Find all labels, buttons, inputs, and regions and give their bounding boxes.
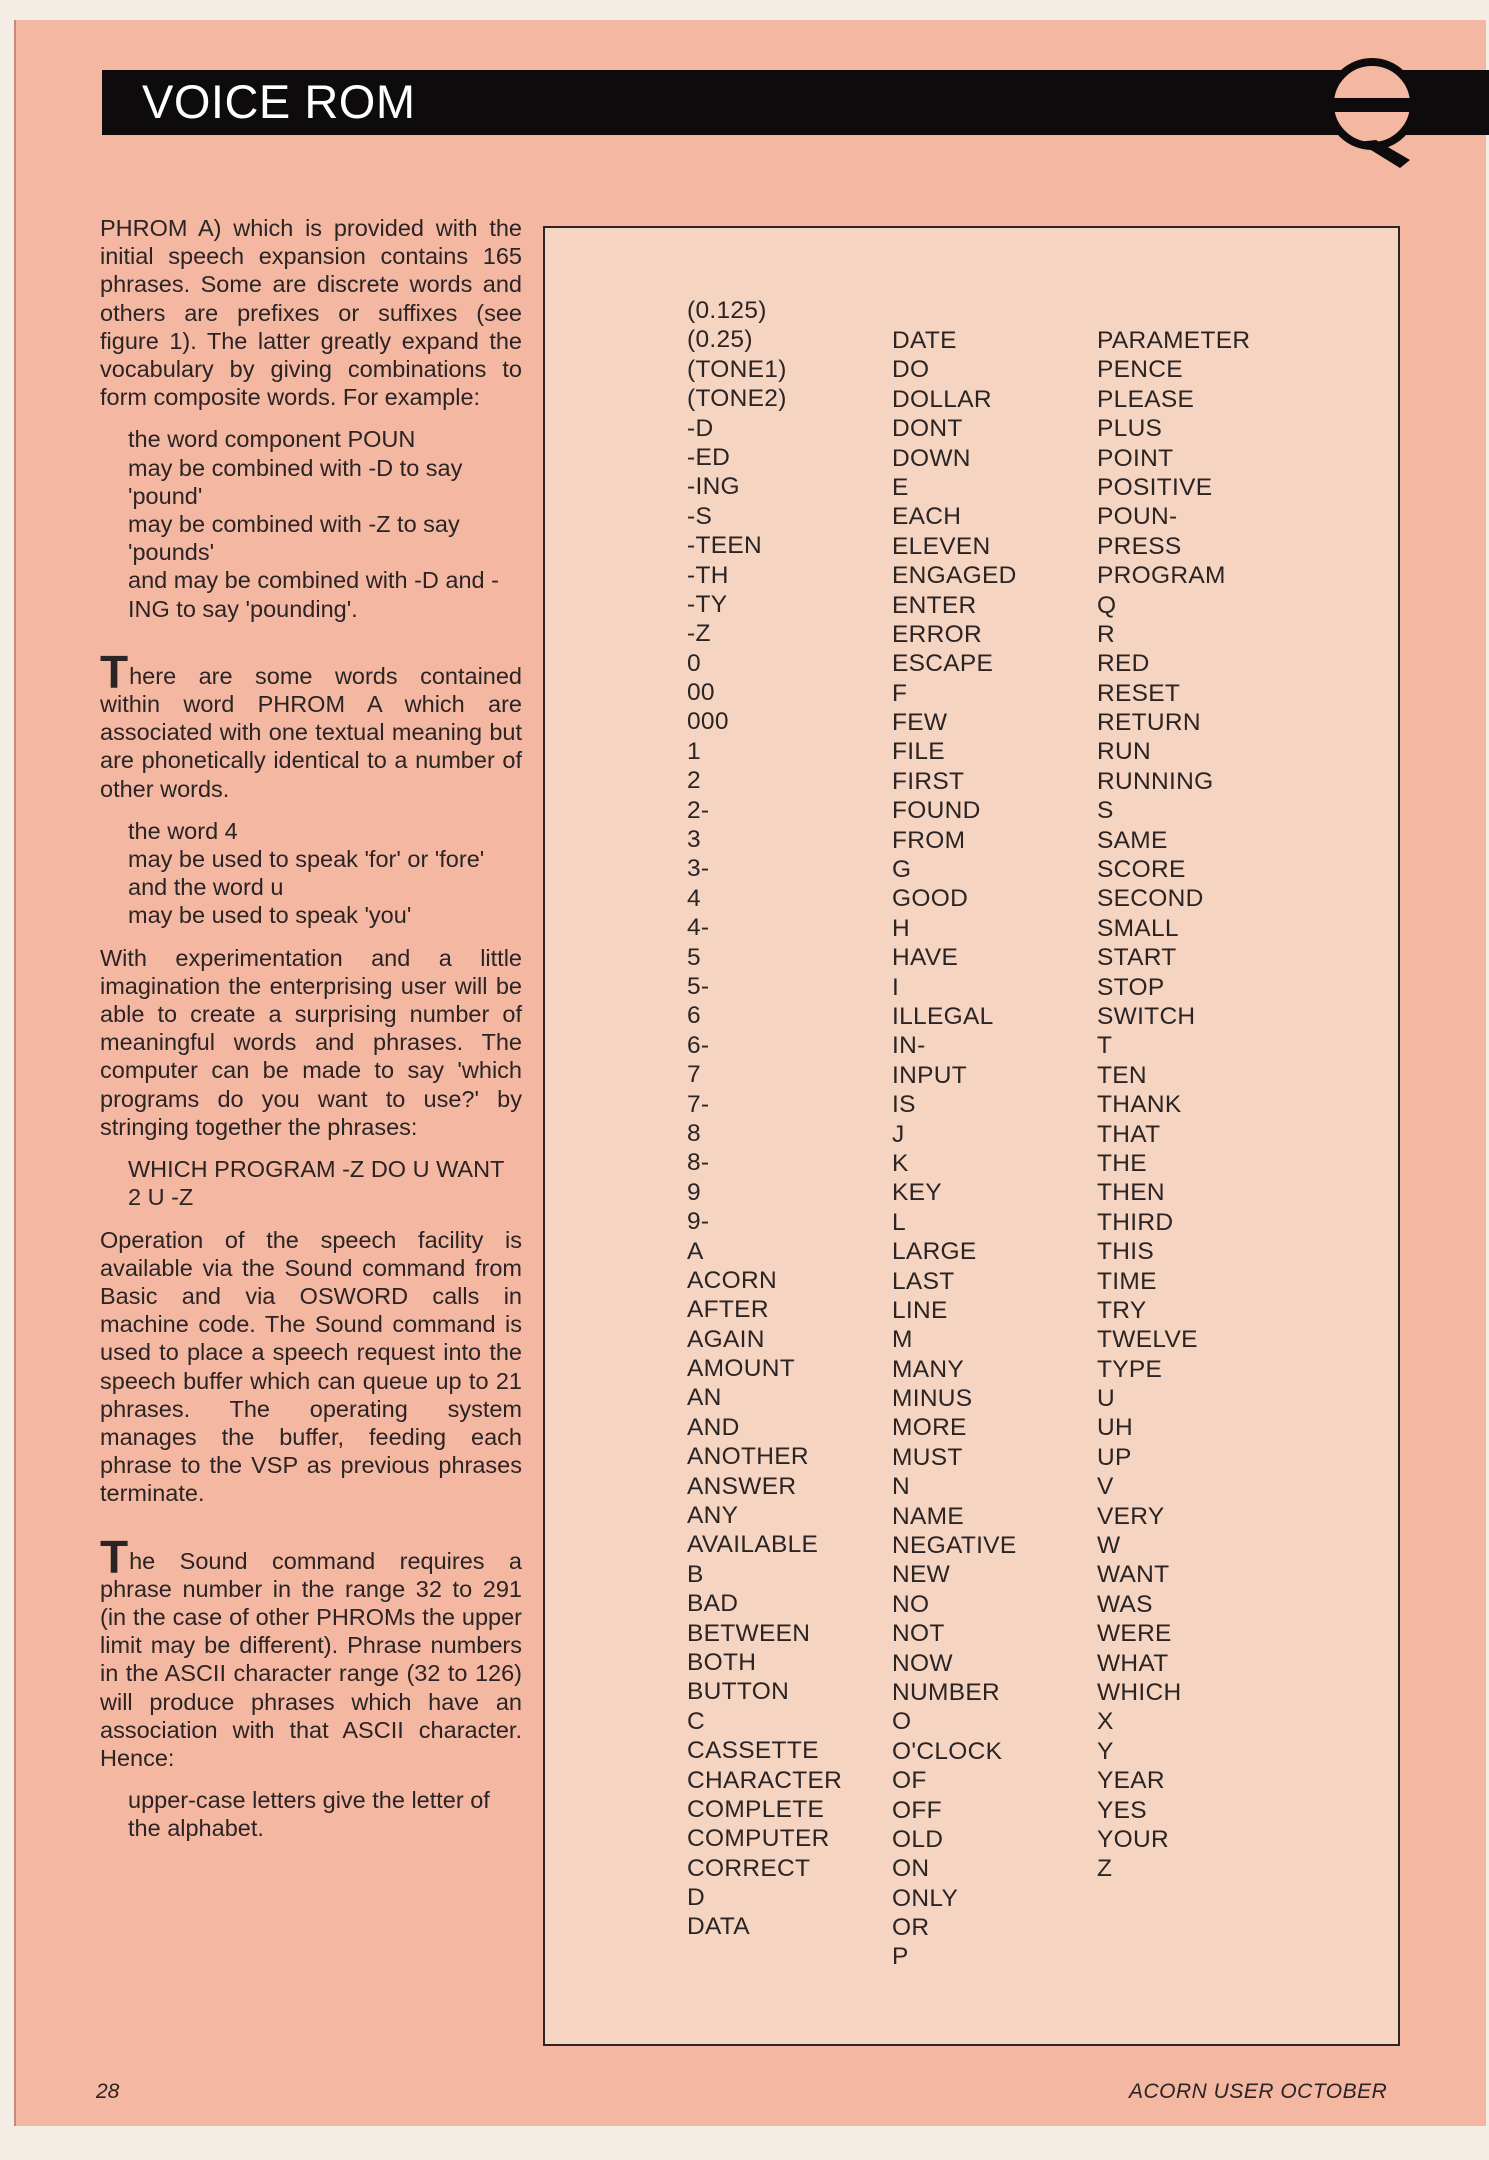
phrase-item: (0.25) (687, 326, 753, 354)
drop-cap: T (100, 1530, 129, 1583)
phrase-item: MINUS (892, 1385, 973, 1413)
phrase-item: 0 (687, 649, 701, 677)
phrase-item: YES (1097, 1796, 1147, 1824)
phrase-item: -D (687, 414, 714, 442)
phrase-item: TYPE (1097, 1355, 1163, 1383)
phrase-item: COMPUTER (687, 1825, 830, 1853)
phrase-column-2 (892, 326, 1017, 1972)
phrase-item: OLD (892, 1825, 944, 1853)
phrase-item: START (1097, 944, 1177, 972)
phrase-item: GOOD (892, 885, 969, 913)
phrase-item: FILE (892, 738, 945, 766)
example-line: and may be combined with -D and -ING to say 'pounding'. (128, 567, 499, 622)
phrase-item: THE (1097, 1149, 1147, 1177)
phrase-item: RUN (1097, 738, 1151, 766)
phrase-item: THIS (1097, 1238, 1155, 1266)
phrase-item: THIRD (1097, 1208, 1174, 1236)
phrase-item: AFTER (687, 1296, 769, 1324)
phrase-item: G (892, 856, 912, 884)
phrase-item: KEY (892, 1179, 942, 1207)
phrase-item: SECOND (1097, 885, 1204, 913)
example-line: WHICH PROGRAM -Z DO U WANT 2 U -Z (128, 1156, 504, 1211)
phrase-item: N (892, 1473, 910, 1501)
phrase-item: FIRST (892, 767, 965, 795)
phrase-item: S (1097, 797, 1114, 825)
page-title: VOICE ROM (142, 75, 416, 128)
phrase-item: 5- (687, 972, 710, 1000)
phrase-item: WHAT (1097, 1649, 1169, 1677)
phrase-item: 5 (687, 943, 701, 971)
phrase-item: NAME (892, 1502, 964, 1530)
phrase-item: W (1097, 1532, 1121, 1560)
phrase-item: PARAMETER (1097, 327, 1251, 354)
paragraph: There are some words contained within word PHROM A which are associated with one textual meaning but are phonetically identical to a number of other words. (100, 645, 522, 802)
phrase-item: NOT (892, 1620, 945, 1648)
paragraph: With experimentation and a little imagination the enterprising user will be able to create a surprising number of meaningful words and phrases. The computer can be made to say 'which programs do you want to use?' by stringing together the phrases: (100, 944, 522, 1140)
phrase-item: -Z (687, 620, 711, 648)
phrase-item: RETURN (1097, 709, 1201, 737)
article-body (100, 214, 522, 1843)
phrase-item: 8 (687, 1119, 701, 1147)
phrase-item: M (892, 1326, 913, 1354)
phrase-item: ENTER (892, 591, 977, 619)
phrase-item: 3- (687, 855, 710, 883)
paragraph: The Sound command requires a phrase number in the range 32 to 291 (in the case of other PHROMs the upper limit may be different). Phrase numbers in the ASCII character range (32 to 126) will produce phrases which have an association with that ASCII character. Hence: (100, 1530, 522, 1771)
phrase-item: -S (687, 502, 713, 530)
example-line: the word component POUN (128, 426, 416, 453)
phrase-item: V (1097, 1473, 1114, 1501)
example-line: may be used to speak 'you' (128, 902, 412, 929)
phrase-item: K (892, 1149, 909, 1177)
phrase-item: -ED (687, 443, 731, 471)
phrase-item: POSITIVE (1097, 473, 1213, 501)
phrase-item: NEGATIVE (892, 1532, 1017, 1560)
phrase-item: UH (1097, 1414, 1133, 1442)
phrase-item: FEW (892, 709, 948, 737)
phrase-item: -ING (687, 473, 740, 501)
phrase-item: J (892, 1120, 905, 1148)
example-line: may be combined with -Z to say 'pounds' (128, 511, 460, 566)
phrase-item: X (1097, 1708, 1114, 1736)
phrase-item: P (892, 1943, 909, 1971)
phrase-item: 2- (687, 796, 710, 824)
example-line: may be used to speak 'for' or 'fore' (128, 846, 485, 873)
phrase-item: OFF (892, 1796, 942, 1824)
phrase-item: PRESS (1097, 532, 1182, 560)
phrase-item: ONLY (892, 1884, 959, 1912)
phrase-item: ENGAGED (892, 562, 1017, 590)
phrase-item: E (892, 473, 909, 501)
phrase-item: Q (1097, 591, 1117, 619)
phrase-item: ANSWER (687, 1472, 797, 1500)
phrase-item: 3 (687, 826, 701, 854)
phrase-item: (TONE1) (687, 355, 787, 383)
example-line: may be combined with -D to say 'pound' (128, 454, 463, 509)
phrase-item: WERE (1097, 1620, 1172, 1648)
phrase-item: INPUT (892, 1061, 967, 1089)
phrase-item: COMPLETE (687, 1795, 825, 1823)
phrase-item: U (1097, 1385, 1115, 1413)
phrase-item: EACH (892, 503, 962, 531)
phrase-item: 9 (687, 1178, 701, 1206)
phrase-item: ANY (687, 1502, 739, 1530)
phrase-item: THANK (1097, 1091, 1182, 1119)
phrase-item: AGAIN (687, 1325, 765, 1353)
phrase-item: 7- (687, 1090, 710, 1118)
paragraph: Operation of the speech facility is available via the Sound command from Basic and via OSWORD calls in machine code. The Sound command is used to place a speech request into the speech buffer which can queue up to 21 phrases. The operating system manages the buffer, feeding each phrase to the VSP as previous phrases terminate. (100, 1226, 522, 1507)
phrase-item: 4- (687, 914, 710, 942)
phrase-item: DO (892, 356, 930, 384)
phrase-item: BUTTON (687, 1678, 790, 1706)
drop-cap: T (100, 645, 129, 698)
phrase-item: CORRECT (687, 1854, 811, 1882)
phrase-item: YEAR (1097, 1767, 1165, 1795)
phrase-item: 4 (687, 884, 701, 912)
phrase-item: PENCE (1097, 356, 1183, 384)
phrase-item: ANOTHER (687, 1443, 809, 1471)
phrase-item: ERROR (892, 620, 982, 648)
phrase-item: MUST (892, 1443, 963, 1471)
phrase-item: Z (1097, 1855, 1113, 1883)
phrase-item: I (892, 973, 900, 1001)
phrase-item: OR (892, 1914, 930, 1942)
phrase-item: BOTH (687, 1648, 757, 1676)
phrase-item: PLEASE (1097, 385, 1195, 413)
phrase-item: F (892, 679, 908, 707)
phrase-item: 000 (687, 708, 729, 736)
phrase-item: SAME (1097, 826, 1168, 854)
phrase-item: LINE (892, 1296, 948, 1324)
phrase-item: SMALL (1097, 914, 1179, 942)
phrase-item: CASSETTE (687, 1737, 819, 1765)
phrase-item: C (687, 1707, 705, 1735)
phrase-item: ILLEGAL (892, 1002, 994, 1030)
phrase-item: STOP (1097, 973, 1165, 1001)
phrase-item: YOUR (1097, 1825, 1169, 1853)
phrase-item: A (687, 1237, 704, 1265)
phrase-item: Y (1097, 1737, 1114, 1765)
phrase-item: WHICH (1097, 1678, 1182, 1706)
phrase-item: D (687, 1884, 705, 1912)
phrase-item: AN (687, 1384, 722, 1412)
phrase-item: SCORE (1097, 856, 1186, 884)
example-line: upper-case letters give the letter of the alphabet. (128, 1787, 490, 1842)
phrase-item: ELEVEN (892, 532, 991, 560)
phrase-item: DOWN (892, 444, 971, 472)
phrase-item: RESET (1097, 679, 1181, 707)
phrase-item: MANY (892, 1355, 964, 1383)
phrase-item: (TONE2) (687, 385, 787, 413)
phrase-item: TIME (1097, 1267, 1157, 1295)
phrase-item: -TY (687, 590, 728, 618)
phrase-item: OF (892, 1767, 927, 1795)
phrase-item: NOW (892, 1649, 953, 1677)
phrase-item: NEW (892, 1561, 951, 1589)
phrase-item: H (892, 914, 910, 942)
phrase-item: VERY (1097, 1502, 1165, 1530)
phrase-item: BETWEEN (687, 1619, 811, 1647)
phrase-item: BAD (687, 1590, 739, 1618)
phrase-item: DATE (892, 327, 957, 354)
phrase-item: PROGRAM (1097, 562, 1226, 590)
phrase-item: T (1097, 1032, 1113, 1060)
phrase-item: THEN (1097, 1179, 1165, 1207)
phrase-item: TRY (1097, 1296, 1147, 1324)
phrase-item: NUMBER (892, 1678, 1000, 1706)
phrase-item: O (892, 1708, 912, 1736)
phrase-item: WANT (1097, 1561, 1170, 1589)
phrase-item: ESCAPE (892, 650, 994, 678)
paragraph: PHROM A) which is provided with the initial speech expansion contains 165 phrases. Some are discrete words and others are prefixes or suffixes (see figure 1). The latter greatly expand the vocabulary by giving combinations to form composite words. For example: (100, 215, 522, 411)
example-line: and the word u (128, 874, 284, 901)
phrase-column-1 (687, 296, 842, 1942)
phrase-item: R (1097, 620, 1115, 648)
phrase-item: 00 (687, 679, 715, 707)
publication-name: ACORN USER OCTOBER (1129, 2080, 1388, 2103)
phrase-item: DATA (687, 1913, 750, 1941)
phrase-item: DONT (892, 415, 963, 443)
phrase-item: POINT (1097, 444, 1174, 472)
example-line: the word 4 (128, 817, 238, 844)
phrase-item: -TEEN (687, 532, 762, 560)
phrase-item: HAVE (892, 944, 959, 972)
phrase-item: DOLLAR (892, 385, 992, 413)
phrase-item: 7 (687, 1061, 701, 1089)
phrase-item: MORE (892, 1414, 967, 1442)
phrase-item: POUN- (1097, 503, 1178, 531)
phrase-item: SWITCH (1097, 1002, 1196, 1030)
phrase-item: -TH (687, 561, 729, 589)
phrase-item: ACORN (687, 1266, 777, 1294)
phrase-item: AVAILABLE (687, 1531, 819, 1559)
phrase-item: 9- (687, 1208, 710, 1236)
phrase-column-3 (1097, 326, 1250, 1884)
phrase-item: CHARACTER (687, 1766, 843, 1794)
page-number: 28 (96, 2080, 120, 2103)
phrase-item: PLUS (1097, 415, 1163, 443)
phrase-item: (0.125) (687, 297, 767, 324)
phrase-item: FOUND (892, 797, 981, 825)
phrase-item: WAS (1097, 1590, 1153, 1618)
phrase-item: LARGE (892, 1238, 977, 1266)
phrase-item: NO (892, 1590, 930, 1618)
phrase-item: TEN (1097, 1061, 1147, 1089)
phrase-item: RUNNING (1097, 767, 1214, 795)
phrase-item: THAT (1097, 1120, 1161, 1148)
phrase-item: L (892, 1208, 906, 1236)
phrase-item: AMOUNT (687, 1355, 795, 1383)
phrase-item: 6- (687, 1031, 710, 1059)
phrase-item: IN- (892, 1032, 926, 1060)
phrase-item: AND (687, 1413, 740, 1441)
phrase-item: 2 (687, 767, 701, 795)
phrase-item: TWELVE (1097, 1326, 1198, 1354)
phrase-item: ON (892, 1855, 930, 1883)
phrase-item: IS (892, 1091, 916, 1119)
phrase-item: 1 (687, 737, 701, 765)
phrase-item: B (687, 1560, 704, 1588)
phrase-item: 8- (687, 1149, 710, 1177)
phrase-item: UP (1097, 1443, 1132, 1471)
phrase-item: O'CLOCK (892, 1737, 1003, 1765)
phrase-item: LAST (892, 1267, 955, 1295)
q-logo-icon (1318, 56, 1426, 170)
phrase-item: FROM (892, 826, 966, 854)
phrase-item: 6 (687, 1002, 701, 1030)
phrase-item: RED (1097, 650, 1150, 678)
